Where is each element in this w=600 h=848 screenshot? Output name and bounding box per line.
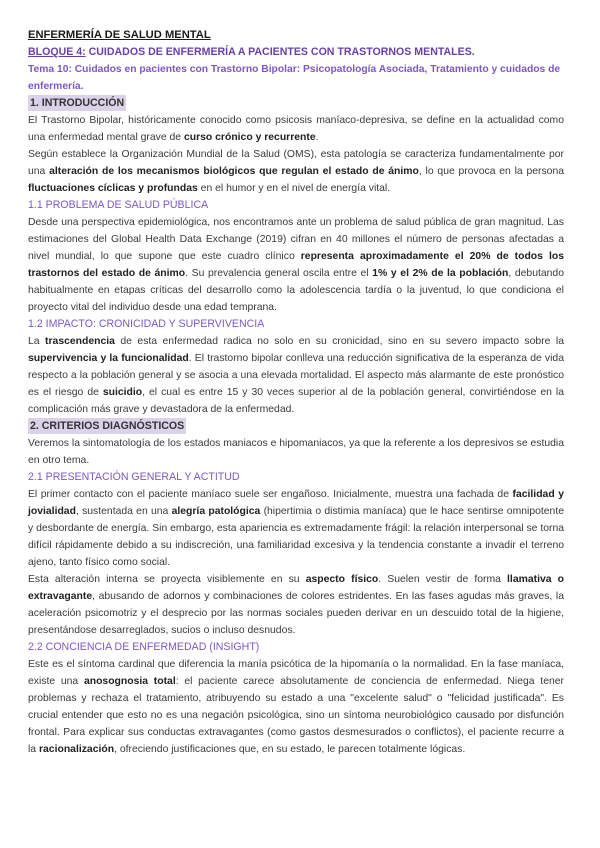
subsection-heading-salud-publica: 1.1 PROBLEMA DE SALUD PÚBLICA xyxy=(28,199,209,211)
bold-text: 1% y el 2% de la población xyxy=(372,268,509,279)
text-run: , sustentada en una xyxy=(75,506,172,517)
text-run: . Su prevalencia general oscila entre el xyxy=(185,268,373,279)
text-run: (hipertimia o distimia maníaca) que le hace sentirse omnipotente y desbordante de energía. Sin embargo, esta apariencia es extremadamente frágil: la relación interpersonal se torna difícil rápidamente debido a su indiscreción, una familiaridad excesiva y la tendencia constante a invadir el terreno ajeno, tanto físico como social. xyxy=(28,506,565,568)
text-run: , el cual es entre 15 y 30 veces superior al de la población general, convirtiéndose en la complicación más grave y devastadora de la enfermedad. xyxy=(28,387,564,415)
subsection-heading-presentacion: 2.1 PRESENTACIÓN GENERAL Y ACTITUD xyxy=(28,471,240,483)
text-run: . xyxy=(315,132,319,143)
bold-text: anosognosia total xyxy=(83,676,176,687)
section-heading-introduccion: 1. INTRODUCCIÓN xyxy=(30,97,125,109)
bold-text: supervivencia y la funcionalidad xyxy=(28,353,189,364)
text-run: Este es el síntoma cardinal que diferencia la manía psicótica de la hipomanía o la normalidad. En la fase maníaca, existe una xyxy=(28,659,564,687)
paragraph xyxy=(28,146,564,197)
text-run: de esta enfermedad radica no solo en su cronicidad, sino en su severo impacto sobre la xyxy=(114,336,564,347)
paragraph: Veremos la sintomatología de los estados maniacos e hipomaniacos, ya que la referente a los depresivos se estudia en otro tema. xyxy=(28,438,565,466)
paragraph xyxy=(28,486,564,571)
paragraph xyxy=(28,214,564,316)
document-title: ENFERMERÍA DE SALUD MENTAL xyxy=(28,29,211,41)
text-run: Según establece la Organización Mundial de la Salud (OMS), esta patología se caracteriza fundamentalmente por una xyxy=(28,149,564,177)
bold-text: fluctuaciones cíclicas y profundas xyxy=(28,183,198,194)
bold-text: llamativa o extravagante xyxy=(28,574,564,602)
text-run: Esta alteración interna se proyecta visiblemente en su xyxy=(28,574,306,585)
bold-text: facilidad y jovialidad xyxy=(28,489,564,517)
bold-text: trascendencia xyxy=(45,336,115,347)
bold-text: curso crónico y recurrente xyxy=(183,132,316,143)
text-run: Desde una perspectiva epidemiológica, nos encontramos ante un problema de salud pública de gran magnitud. Las estimaciones del Global Health Data Exchange (2019) cifran en 40 millones el número de personas afectadas a nivel mundial, lo que supone que este cuadro clínico xyxy=(28,217,564,262)
section-heading-criterios: 2. CRITERIOS DIAGNÓSTICOS xyxy=(30,420,185,432)
bold-text: suicidio xyxy=(102,387,143,398)
text-run: en el humor y en el nivel de energía vital. xyxy=(197,183,391,194)
paragraph xyxy=(28,333,564,418)
bold-text: aspecto físico xyxy=(305,574,379,585)
bold-text: alegría patológica xyxy=(171,506,261,517)
block-number: BLOQUE 4: xyxy=(28,46,86,58)
text-run: , lo que provoca en la persona xyxy=(418,166,565,177)
block-heading xyxy=(28,44,564,61)
text-run: La xyxy=(28,336,46,347)
bold-text: alteración de los mecanismos biológicos que regulan el estado de ánimo xyxy=(49,166,419,177)
paragraph xyxy=(28,571,564,639)
bold-text: racionalización xyxy=(38,744,115,755)
topic-heading: Tema 10: Cuidados en pacientes con Trastorno Bipolar: Psicopatología Asociada, Tratamiento y cuidados de enfermería. xyxy=(28,64,561,92)
text-run: , ofreciendo justificaciones que, en su estado, le parecen totalmente lógicas. xyxy=(114,744,466,755)
text-run: : el paciente carece absolutamente de conciencia de enfermedad. Niega tener problemas y rechaza el tratamiento, atribuyendo su estado a una "excelente salud" o "felicidad justificada". Es crucial entender que esto no es una negación psicológica, sino un síntoma neurobiológico causado por disfunción frontal. Para explicar sus conductas extravagantes (como gastos desmesurados o conflictos), el paciente recurre a la xyxy=(28,676,564,755)
text-run: , debutando habitualmente en etapas críticas del desarrollo como la adolescencia tardía o la juventud, lo que condiciona el proyecto vital del individuo desde una edad temprana. xyxy=(28,268,564,313)
block-title: CUIDADOS DE ENFERMERÍA A PACIENTES CON TRASTORNOS MENTALES. xyxy=(85,46,475,58)
text-run: El Trastorno Bipolar, históricamente conocido como psicosis maníaco-depresiva, se define en la actualidad como una enfermedad mental grave de xyxy=(28,115,564,143)
subsection-heading-impacto: 1.2 IMPACTO: CRONICIDAD Y SUPERVIVENCIA xyxy=(28,318,265,330)
text-run: . El trastorno bipolar conlleva una reducción significativa de la esperanza de vida respecto a la población general y se asocia a una elevada mortalidad. El aspecto más alarmante de este pronóstico es el riesgo de xyxy=(28,353,564,398)
bold-text: representa aproximadamente el 20% de todos los trastornos del estado de ánimo xyxy=(28,251,564,279)
paragraph xyxy=(28,112,564,146)
text-run: . Suelen vestir de forma xyxy=(378,574,508,585)
text-run: El primer contacto con el paciente maníaco suele ser engañoso. Inicialmente, muestra una fachada de xyxy=(28,489,513,500)
paragraph xyxy=(28,656,564,758)
subsection-heading-insight: 2.2 CONCIENCIA DE ENFERMEDAD (INSIGHT) xyxy=(28,641,260,653)
text-run: , abusando de adornos y combinaciones de colores estridentes. En las fases agudas más graves, la aceleración psicomotriz y el desprecio por las normas sociales pueden derivar en un descuido total de la higiene, presentándose desarreglados, sucios o incluso desnudos. xyxy=(28,591,564,636)
